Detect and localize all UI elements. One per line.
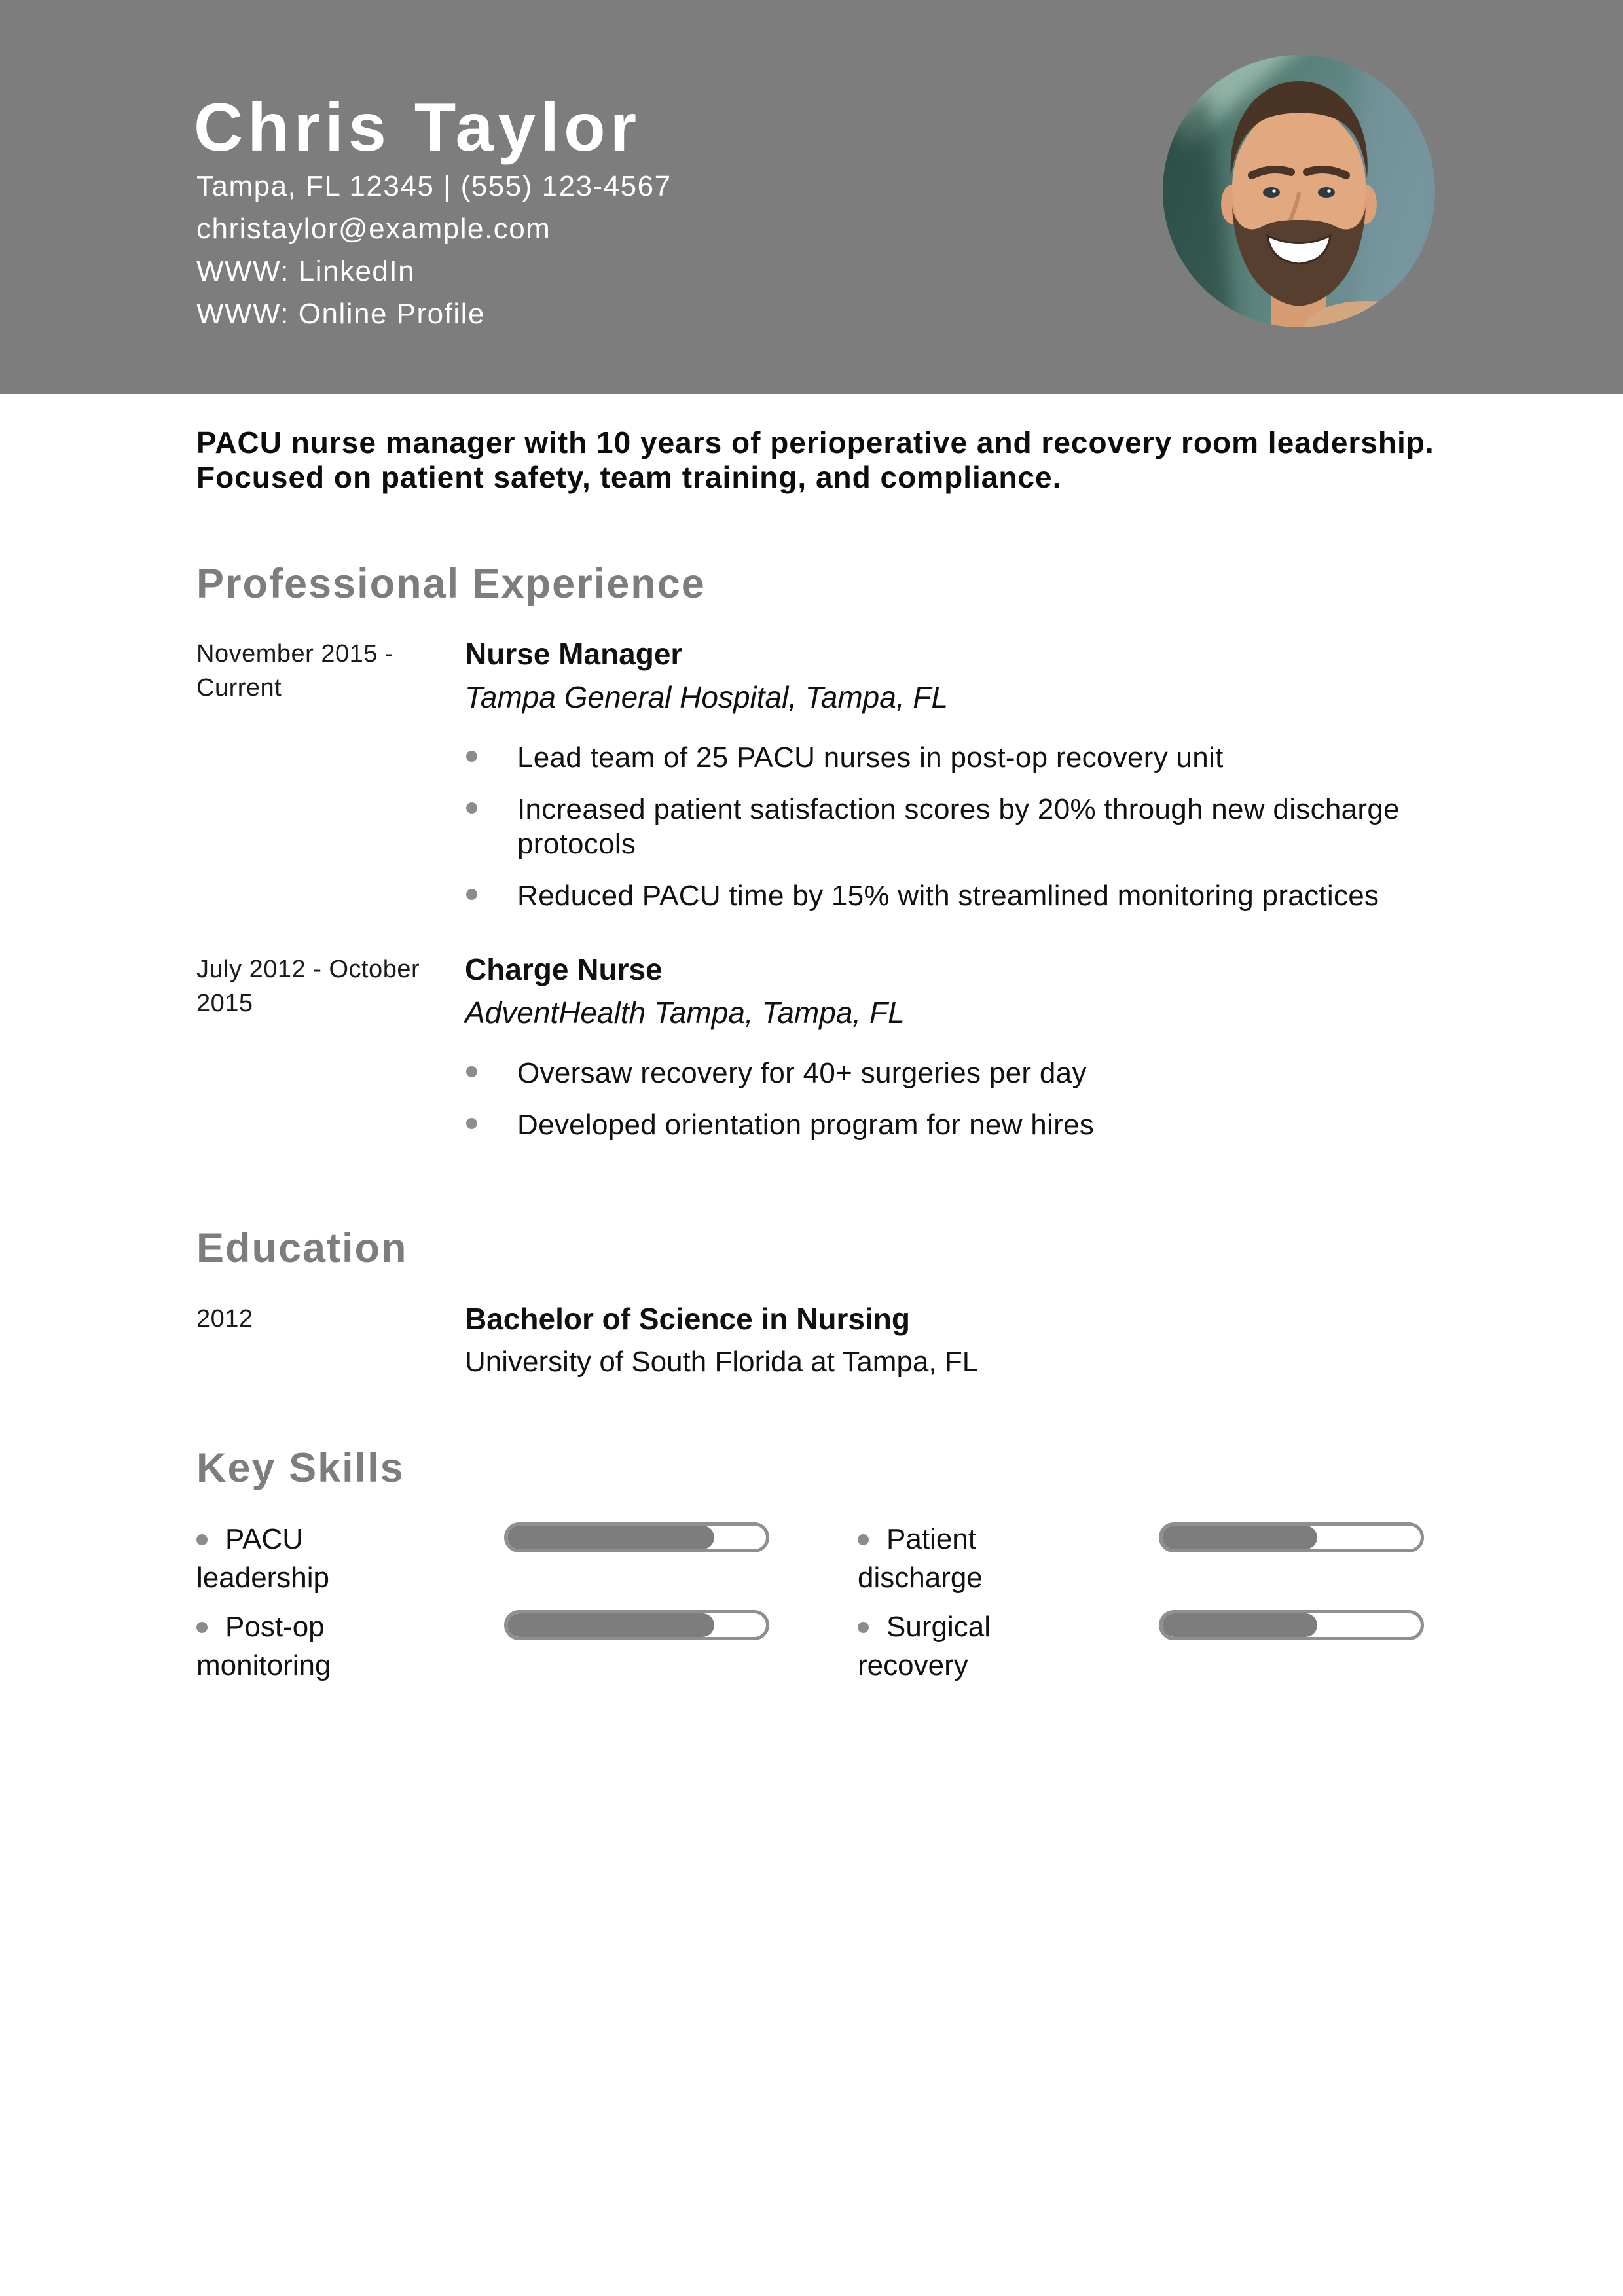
job-dates: November 2015 - Current xyxy=(196,640,394,702)
skill-bar xyxy=(504,1610,769,1640)
experience-entry xyxy=(196,637,1450,930)
section-heading-education: Education xyxy=(196,1225,408,1272)
section-heading-experience: Professional Experience xyxy=(196,561,706,607)
job-title: Nurse Manager xyxy=(465,637,683,672)
skill-bar-fill xyxy=(507,1526,714,1549)
job-dates: July 2012 - October 2015 xyxy=(196,956,420,1018)
resume-body xyxy=(0,394,1623,1685)
skill-name: Patient discharge xyxy=(858,1522,983,1594)
bullet-dot-icon xyxy=(196,1534,208,1545)
skill-label xyxy=(196,1607,394,1685)
skill-label xyxy=(858,1607,1055,1685)
contact-website-profile: WWW: Online Profile xyxy=(196,298,485,330)
education-degree: Bachelor of Science in Nursing xyxy=(465,1301,910,1336)
bullet-dot-icon xyxy=(858,1534,869,1545)
job-details xyxy=(465,952,1450,1159)
skill-label xyxy=(858,1520,1055,1597)
job-bullet: Reduced PACU time by 15% with streamlined monitoring practices xyxy=(465,878,1434,913)
job-company: Tampa General Hospital, Tampa, FL xyxy=(465,680,949,715)
skill-label xyxy=(196,1520,394,1597)
profile-photo xyxy=(1163,55,1435,327)
skill-bar xyxy=(504,1522,769,1552)
contact-block xyxy=(196,165,672,335)
job-details xyxy=(465,637,1450,930)
header-band xyxy=(0,0,1623,394)
job-bullet: Developed orientation program for new hires xyxy=(465,1107,1434,1142)
contact-email: christaylor@example.com xyxy=(196,213,551,245)
education-year: 2012 xyxy=(196,1304,253,1333)
bullet-dot-icon xyxy=(858,1622,869,1633)
job-bullet-list xyxy=(465,740,1434,913)
profile-photo-illustration xyxy=(1163,55,1435,327)
bullet-dot-icon xyxy=(196,1622,208,1633)
skill-bar xyxy=(1159,1610,1424,1640)
job-bullet: Increased patient satisfaction scores by 20% through new discharge protocols xyxy=(465,792,1434,861)
skill-bar-fill xyxy=(507,1613,714,1637)
professional-summary: PACU nurse manager with 10 years of perioperative and recovery room leadership. Focused on patient safety, team training, and compliance. xyxy=(196,425,1434,494)
job-company: AdventHealth Tampa, Tampa, FL xyxy=(465,996,905,1030)
skill-name: Surgical recovery xyxy=(858,1610,991,1681)
education-details xyxy=(465,1302,1450,1379)
experience-entry xyxy=(196,952,1450,1159)
job-title: Charge Nurse xyxy=(465,952,663,987)
section-heading-skills: Key Skills xyxy=(196,1444,405,1491)
job-bullet: Oversaw recovery for 40+ surgeries per day xyxy=(465,1056,1434,1090)
job-bullet-list xyxy=(465,1056,1434,1142)
contact-location-phone: Tampa, FL 12345 | (555) 123-4567 xyxy=(196,170,672,202)
skill-name: Post-op monitoring xyxy=(196,1610,331,1681)
skill-bar xyxy=(1159,1522,1424,1552)
skill-bar-fill xyxy=(1162,1613,1317,1637)
skill-bar-fill xyxy=(1162,1526,1317,1549)
contact-website-linkedin: WWW: LinkedIn xyxy=(196,255,416,287)
job-bullet: Lead team of 25 PACU nurses in post-op recovery unit xyxy=(465,740,1434,775)
education-entry xyxy=(196,1302,1450,1379)
candidate-name: Chris Taylor xyxy=(194,90,642,166)
skill-name: PACU leadership xyxy=(196,1522,330,1594)
skills-grid xyxy=(196,1520,1450,1685)
education-school: University of South Florida at Tampa, FL xyxy=(465,1345,979,1378)
